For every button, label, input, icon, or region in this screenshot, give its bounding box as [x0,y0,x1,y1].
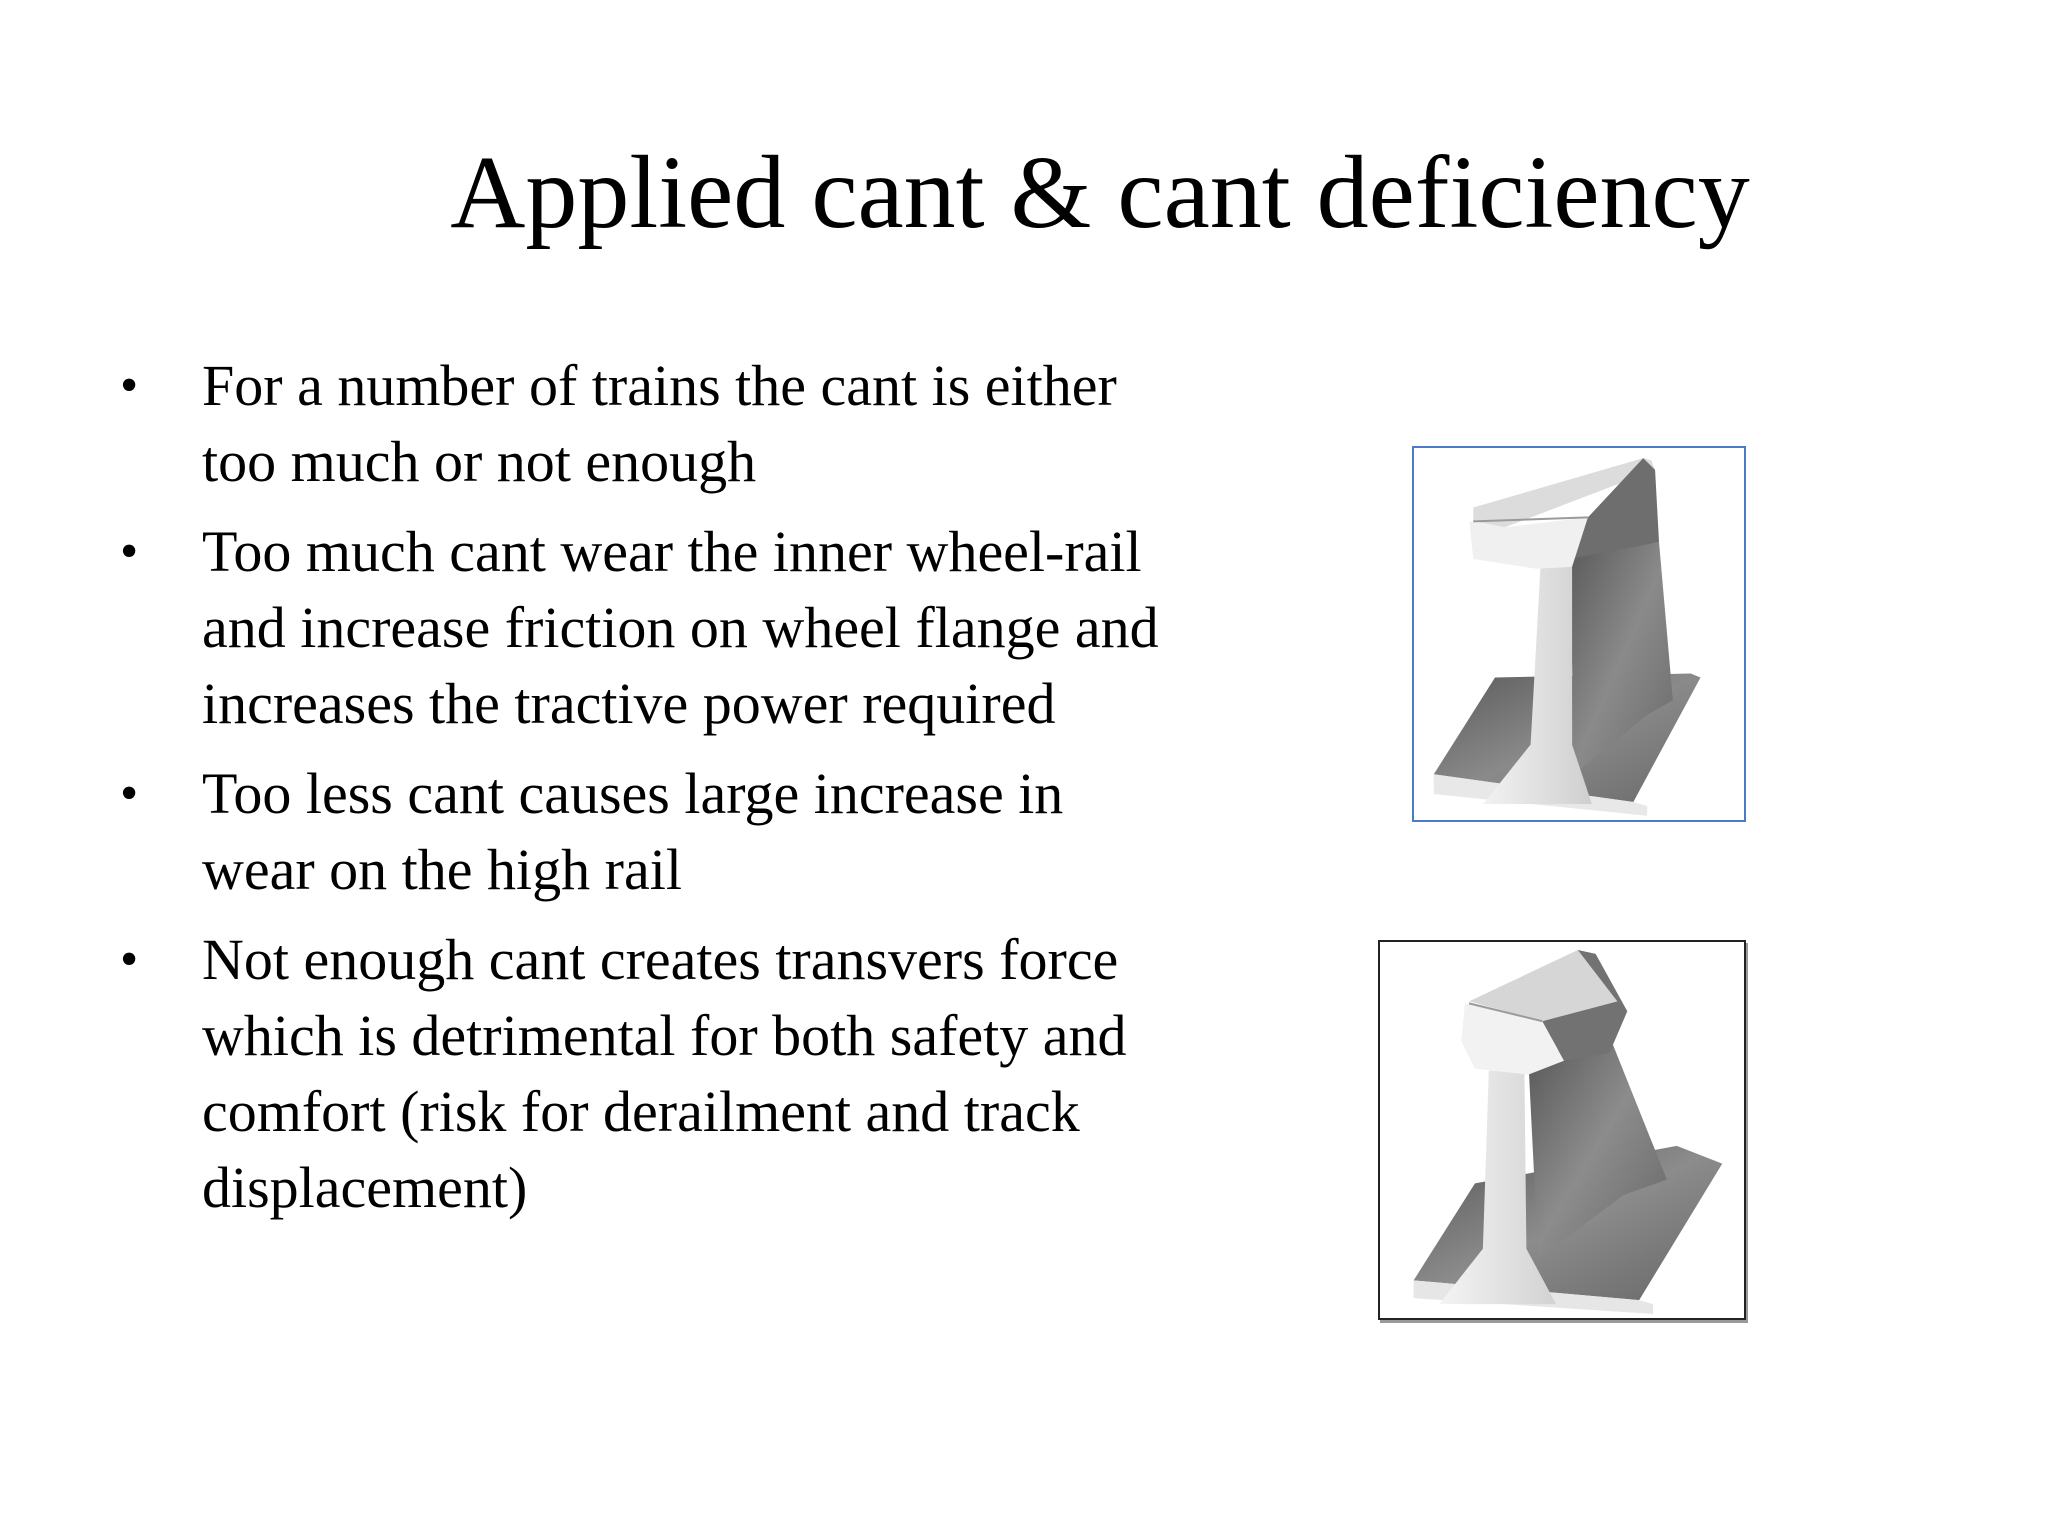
slide-title: Applied cant & cant deficiency [450,135,1750,250]
rail-section-worn-head-icon [1380,942,1744,1318]
bullet-item [110,514,1170,742]
bullet-text: Too much cant wear the inner wheel-rail and increase friction on wheel flange and increases the tractive power required [202,519,1159,736]
bullet-item [110,348,1170,500]
bullet-item [110,756,1170,908]
bullet-marker: • [120,765,139,822]
bullet-marker: • [120,931,139,988]
rail-figure-top [1412,446,1746,822]
bullet-text: Not enough cant creates transvers force which is detrimental for both safety and comfort (risk for derailment and track displacement) [202,927,1127,1220]
bullet-marker: • [120,357,139,414]
bullet-text: Too less cant causes large increase in wear on the high rail [202,761,1064,902]
rail-section-flat-head-icon [1414,448,1744,820]
bullet-item [110,922,1170,1226]
bullet-marker: • [120,523,139,580]
rail-figure-bottom [1378,940,1746,1320]
bullet-list [110,348,1170,1240]
bullet-text: For a number of trains the cant is either too much or not enough [202,353,1117,494]
